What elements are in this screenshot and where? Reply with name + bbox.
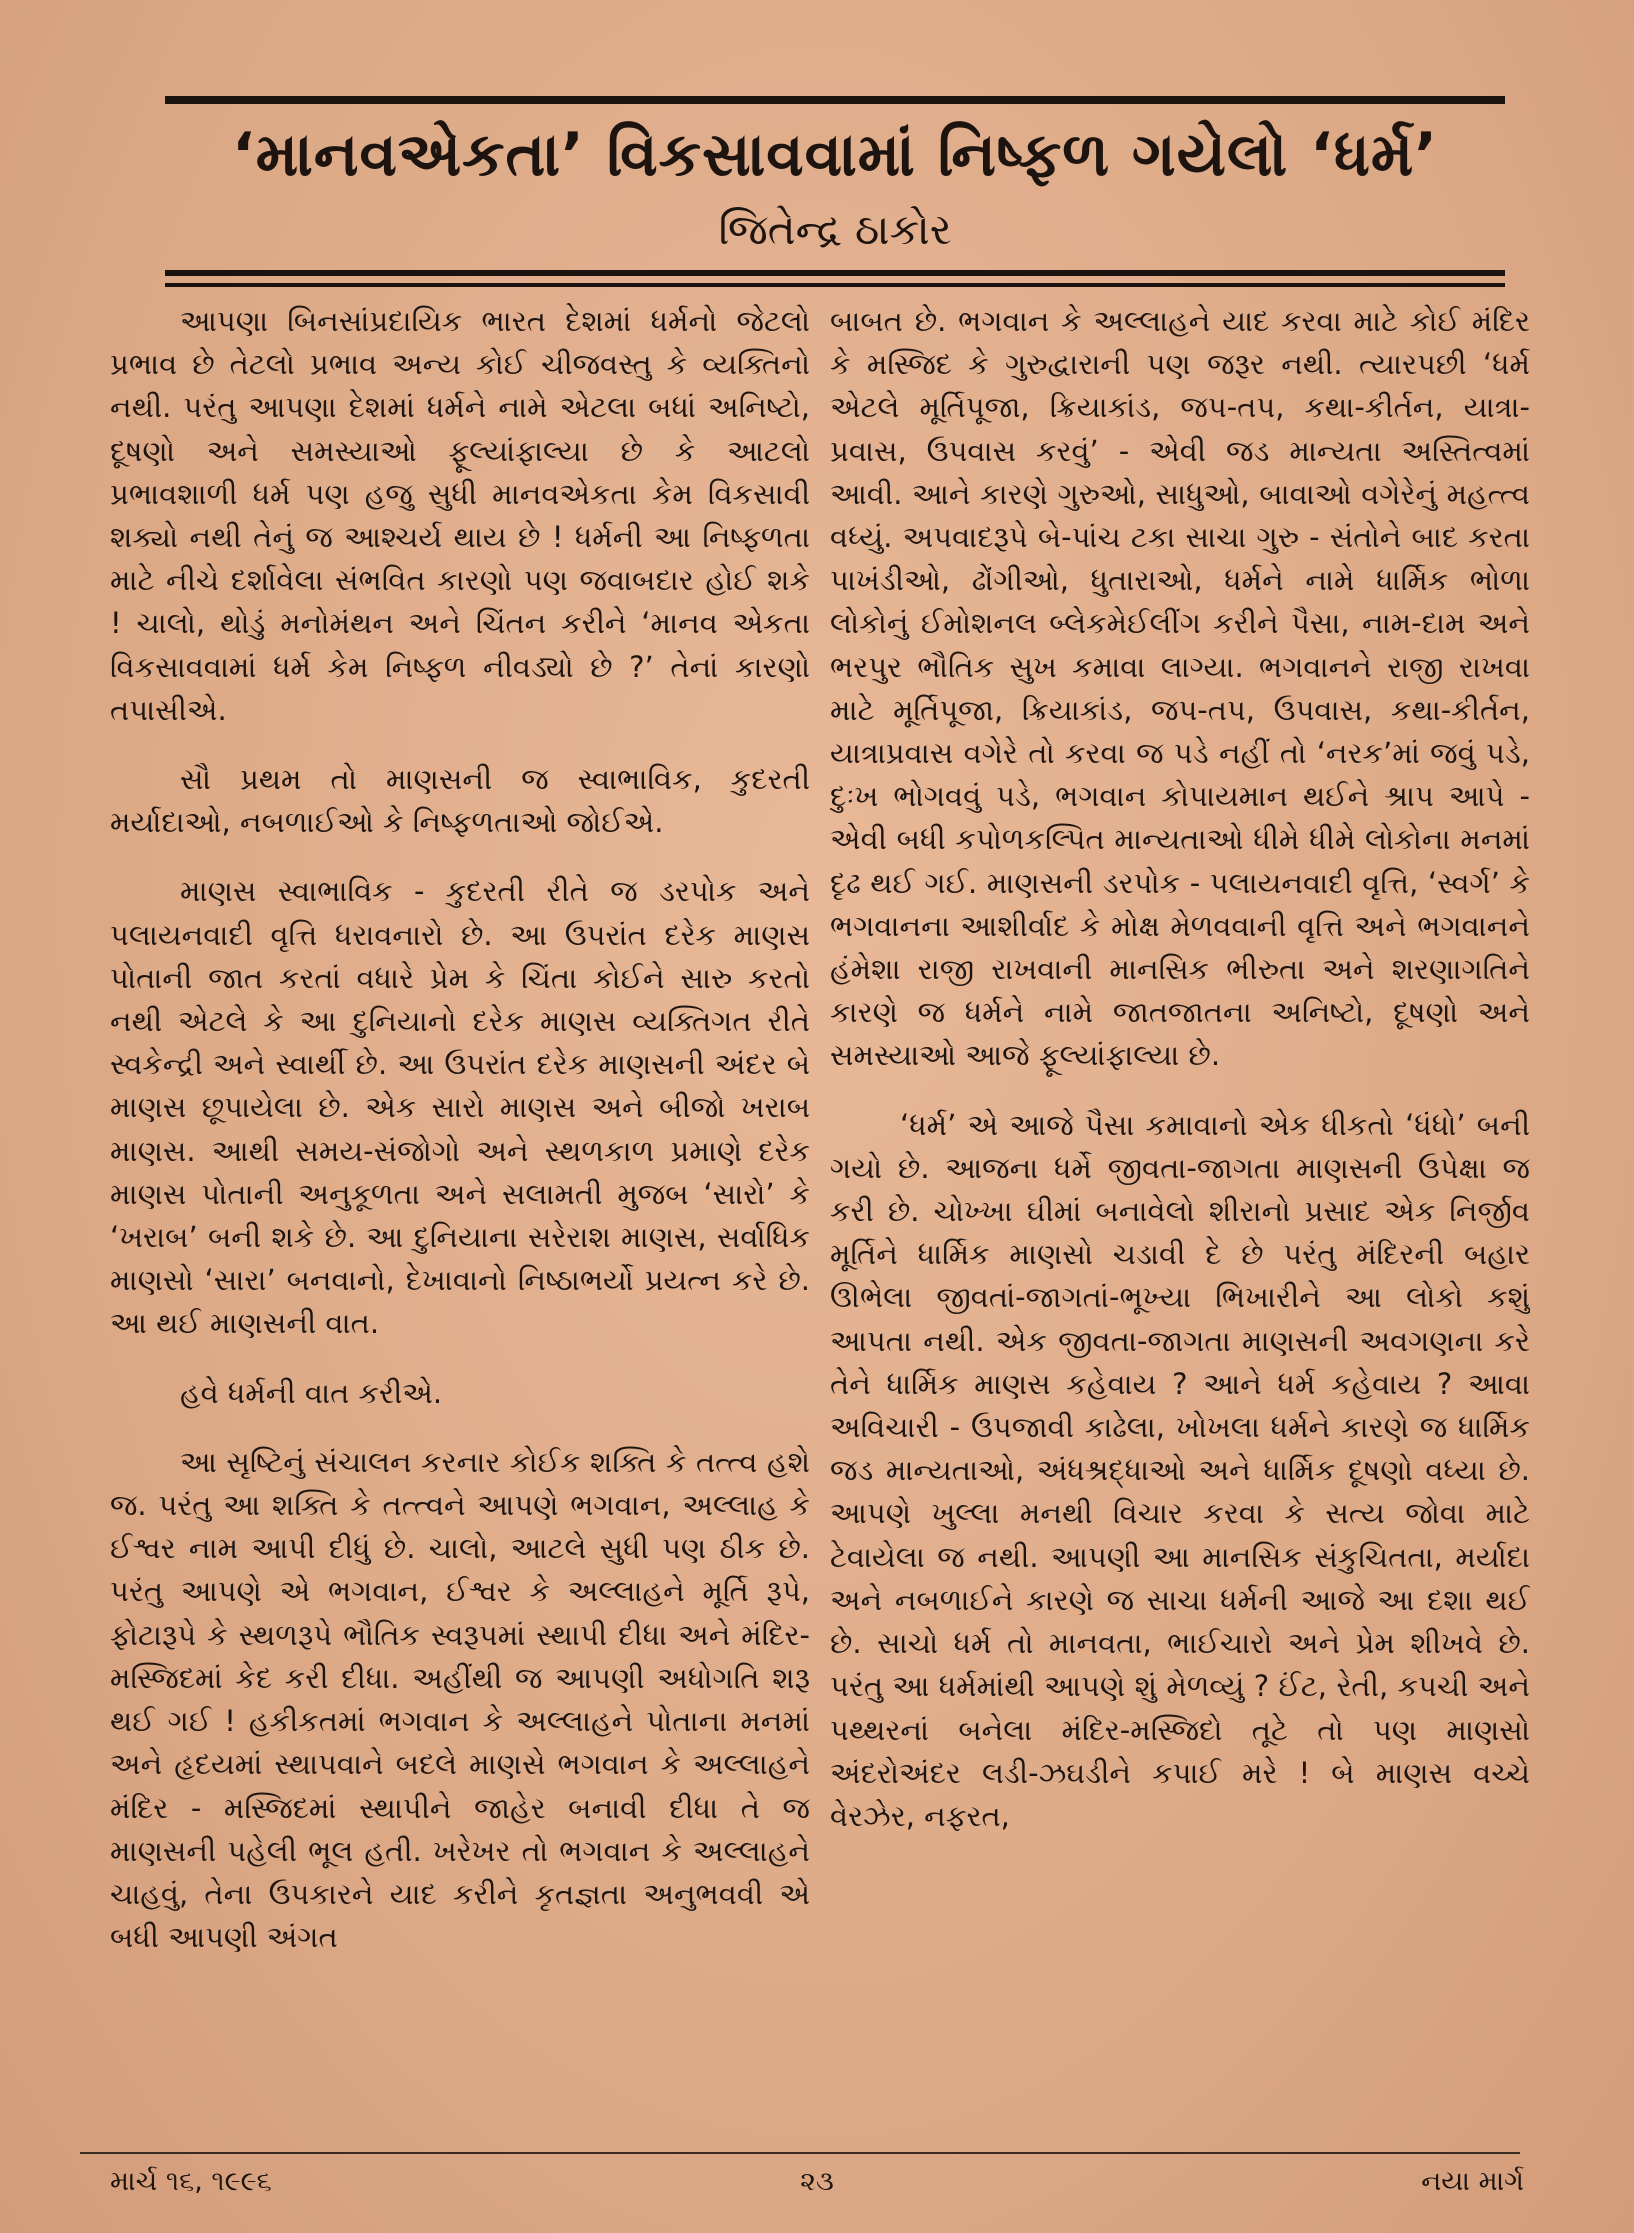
paragraph: સૌ પ્રથમ તો માણસની જ સ્વાભાવિક, કુદરતી મર્યાદાઓ, નબળાઈઓ કે નિષ્ફળતાઓ જોઈએ.	[110, 762, 810, 840]
paragraph: બાબત છે. ભગવાન કે અલ્લાહને યાદ કરવા માટે કોઈ મંદિર કે મસ્જિદ કે ગુરુદ્વારાની પણ જરૂર નથી. ત્યારપછી ‘ધર્મ એટલે મૂર્તિપૂજા, ક્રિયાકાંડ, જપ-તપ, કથા-કીર્તન, યાત્રા-પ્રવાસ, ઉપવાસ કરવું’ - એવી જડ માન્યતા અસ્તિત્વમાં આવી. આને કારણે ગુરુઓ, સાધુઓ, બાવાઓ વગેરેનું મહત્ત્વ વધ્યું. અપવાદરૂપે બે-પાંચ ટકા સાચા ગુરુ - સંતોને બાદ કરતા પાખંડીઓ, ઢોંગીઓ, ધુતારાઓ, ધર્મને નામે ધાર્મિક ભોળા લોકોનું ઈમોશનલ બ્લેકમેઈલીંગ કરીને પૈસા, નામ-દામ અને ભરપુર ભૌતિક સુખ કમાવા લાગ્યા. ભગવાનને રાજી રાખવા માટે મૂર્તિપૂજા, ક્રિયાકાંડ, જપ-તપ, ઉપવાસ, કથા-કીર્તન, યાત્રાપ્રવાસ વગેરે તો કરવા જ પડે નહીં તો ‘નરક’માં જવું પડે, દુઃખ ભોગવવું પડે, ભગવાન કોપાયમાન થઈને શ્રાપ આપે - એવી બધી કપોળકલ્પિત માન્યતાઓ ધીમે ધીમે લોકોના મનમાં દૃઢ થઈ ગઈ. માણસની ડરપોક - પલાયનવાદી વૃત્તિ, ‘સ્વર્ગ’ કે ભગવાનના આશીર્વાદ કે મોક્ષ મેળવવાની વૃત્તિ અને ભગવાનને હંમેશા રાજી રાખવાની માનસિક ભીરુતા અને શરણાગતિને કારણે જ ધર્મને નામે જાતજાતના અનિષ્ટો, દૂષણો અને સમસ્યાઓ આજે ફૂલ્યાંફાલ્યા છે.	[830, 304, 1530, 1073]
right-column	[830, 300, 1530, 2140]
header-double-rule-thick	[165, 270, 1505, 276]
left-column	[110, 300, 810, 2140]
paragraph: ‘ધર્મ’ એ આજે પૈસા કમાવાનો એક ધીકતો ‘ધંધો’ બની ગયો છે. આજના ધર્મે જીવતા-જાગતા માણસની ઉપેક્ષા જ કરી છે. ચોખ્ખા ઘીમાં બનાવેલો શીરાનો પ્રસાદ એક નિર્જીવ મૂર્તિને ધાર્મિક માણસો ચડાવી દે છે પરંતુ મંદિરની બહાર ઊભેલા જીવતાં-જાગતાં-ભૂખ્યા ભિખારીને આ લોકો કશું આપતા નથી. એક જીવતા-જાગતા માણસની અવગણના કરે તેને ધાર્મિક માણસ કહેવાય ? આને ધર્મ કહેવાય ? આવા અવિચારી - ઉપજાવી કાઢેલા, ખોખલા ધર્મને કારણે જ ધાર્મિક જડ માન્યતાઓ, અંધશ્રદ્ધાઓ અને ધાર્મિક દૂષણો વધ્યા છે. આપણે ખુલ્લા મનથી વિચાર કરવા કે સત્ય જોવા માટે ટેવાયેલા જ નથી. આપણી આ માનસિક સંકુચિતતા, મર્યાદા અને નબળાઈને કારણે જ સાચા ધર્મની આજે આ દશા થઈ છે. સાચો ધર્મ તો માનવતા, ભાઈચારો અને પ્રેમ શીખવે છે. પરંતુ આ ધર્મમાંથી આપણે શું મેળવ્યું ? ઈંટ, રેતી, કપચી અને પથ્થરનાં બનેલા મંદિર-મસ્જિદો તૂટે તો પણ માણસો અંદરોઅંદર લડી-ઝઘડીને કપાઈ મરે ! બે માણસ વચ્ચે વેરઝેર, નફરત,	[830, 1107, 1530, 1833]
publication-name: નયા માર્ગ	[1421, 2166, 1524, 2197]
paragraph: આ સૃષ્ટિનું સંચાલન કરનાર કોઈક શક્તિ કે તત્ત્વ હશે જ. પરંતુ આ શક્તિ કે તત્ત્વને આપણે ભગવાન, અલ્લાહ કે ઈશ્વર નામ આપી દીધું છે. ચાલો, આટલે સુધી પણ ઠીક છે. પરંતુ આપણે એ ભગવાન, ઈશ્વર કે અલ્લાહને મૂર્તિ રૂપે, ફોટારૂપે કે સ્થળરૂપે ભૌતિક સ્વરૂપમાં સ્થાપી દીધા અને મંદિર-મસ્જિદમાં કેદ કરી દીધા. અહીંથી જ આપણી અધોગતિ શરૂ થઈ ગઈ ! હકીકતમાં ભગવાન કે અલ્લાહને પોતાના મનમાં અને હૃદયમાં સ્થાપવાને બદલે માણસે ભગવાન કે અલ્લાહને મંદિર - મસ્જિદમાં સ્થાપીને જાહેર બનાવી દીધા તે જ માણસની પહેલી ભૂલ હતી. ખરેખર તો ભગવાન કે અલ્લાહને ચાહવું, તેના ઉપકારને યાદ કરીને કૃતજ્ઞતા અનુભવવી એ બધી આપણી અંગત	[110, 1444, 810, 1955]
paragraph: આપણા બિનસાંપ્રદાયિક ભારત દેશમાં ધર્મનો જેટલો પ્રભાવ છે તેટલો પ્રભાવ અન્ય કોઈ ચીજવસ્તુ કે વ્યક્તિનો નથી. પરંતુ આપણા દેશમાં ધર્મને નામે એટલા બધાં અનિષ્ટો, દૂષણો અને સમસ્યાઓ ફૂલ્યાંફાલ્યા છે કે આટલો પ્રભાવશાળી ધર્મ પણ હજુ સુધી માનવએકતા કેમ વિકસાવી શક્યો નથી તેનું જ આશ્ચર્ય થાય છે ! ધર્મની આ નિષ્ફળતા માટે નીચે દર્શાવેલા સંભવિત કારણો પણ જવાબદાર હોઈ શકે ! ચાલો, થોડું મનોમંથન અને ચિંતન કરીને ‘માનવ એકતા વિકસાવવામાં ધર્મ કેમ નિષ્ફળ નીવડ્યો છે ?’ તેનાં કારણો તપાસીએ.	[110, 304, 810, 727]
top-rule	[165, 96, 1505, 104]
header-double-rule-thin	[165, 283, 1505, 287]
paragraph: માણસ સ્વાભાવિક - કુદરતી રીતે જ ડરપોક અને પલાયનવાદી વૃત્તિ ધરાવનારો છે. આ ઉપરાંત દરેક માણસ પોતાની જાત કરતાં વધારે પ્રેમ કે ચિંતા કોઈને સારુ કરતો નથી એટલે કે આ દુનિયાનો દરેક માણસ વ્યક્તિગત રીતે સ્વકેન્દ્રી અને સ્વાર્થી છે. આ ઉપરાંત દરેક માણસની અંદર બે માણસ છૂપાયેલા છે. એક સારો માણસ અને બીજો ખરાબ માણસ. આથી સમય-સંજોગો અને સ્થળકાળ પ્રમાણે દરેક માણસ પોતાની અનુકૂળતા અને સલામતી મુજબ ‘સારો’ કે ‘ખરાબ’ બની શકે છે. આ દુનિયાના સરેરાશ માણસ, સર્વાધિક માણસો ‘સારા’ બનવાનો, દેખાવાનો નિષ્ઠાભર્યો પ્રયત્ન કરે છે. આ થઈ માણસની વાત.	[110, 874, 810, 1341]
page-number: ૨૩	[800, 2166, 834, 2197]
footer-rule	[80, 2152, 1520, 2154]
footer-date: માર્ચ ૧૬, ૧૯૯૬	[110, 2166, 272, 2197]
article-author: જિતેન્દ્ર ઠાકોર	[718, 205, 952, 254]
article-headline: ‘માનવએકતા’ વિકસાવવામાં નિષ્ફળ ગયેલો ‘ધર્મ’	[231, 120, 1439, 190]
paragraph: હવે ધર્મની વાત કરીએ.	[180, 1375, 443, 1410]
